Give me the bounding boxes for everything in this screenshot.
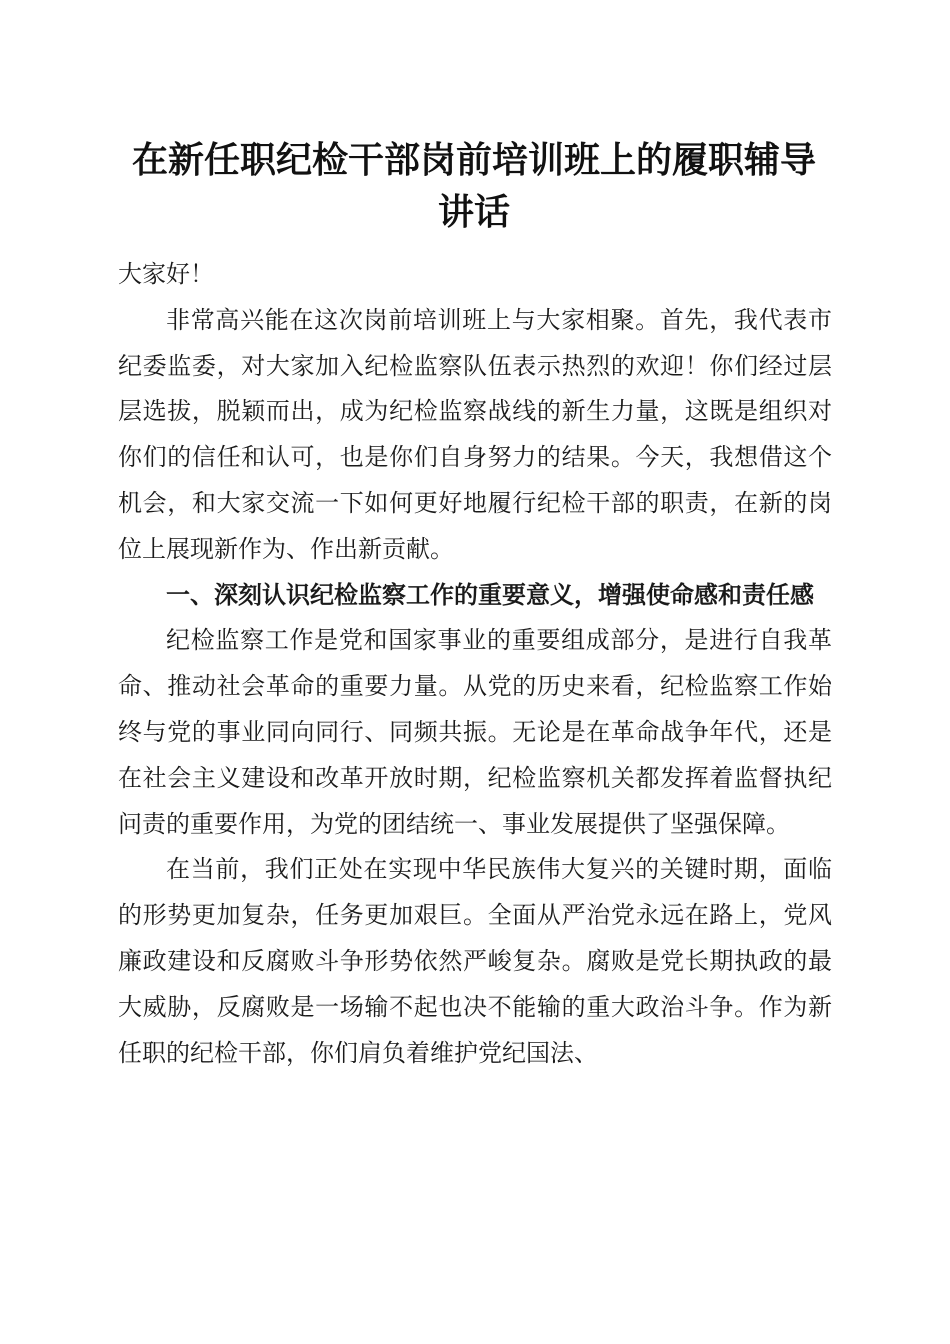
greeting: 大家好！ [118,260,214,288]
section-heading-1: 一、深刻认识纪检监察工作的重要意义，增强使命感和责任感 [166,580,814,609]
paragraph-intro: 非常高兴能在这次岗前培训班上与大家相聚。首先，我代表市纪委监委，对大家加入纪检监察队伍表示热烈的欢迎！你们经过层层选拔，脱颖而出，成为纪检监察战线的新生力量，这既是组织对你们的信任和认可，也是你们自身努力的结果。今天，我想借这个机会，和大家交流一下如何更好地履行纪检干部的职责，在新的岗位上展现新作为、作出新贡献。 [118,305,832,563]
document-title: 在新任职纪检干部岗前培训班上的履职辅导讲话 [131,139,816,233]
paragraph-current-situation: 在当前，我们正处在实现中华民族伟大复兴的关键时期，面临的形势更加复杂，任务更加艰巨。全面从严治党永远在路上，党风廉政建设和反腐败斗争形势依然严峻复杂。腐败是党长期执政的最大威胁，反腐败是一场输不起也决不能输的重大政治斗争。作为新任职的纪检干部，你们肩负着维护党纪国法、 [118,855,832,1067]
document-body [118,252,832,1076]
paragraph-significance: 纪检监察工作是党和国家事业的重要组成部分，是进行自我革命、推动社会革命的重要力量。从党的历史来看，纪检监察工作始终与党的事业同向同行、同频共振。无论是在革命战争年代，还是在社会主义建设和改革开放时期，纪检监察机关都发挥着监督执纪问责的重要作用，为党的团结统一、事业发展提供了坚强保障。 [118,626,832,838]
